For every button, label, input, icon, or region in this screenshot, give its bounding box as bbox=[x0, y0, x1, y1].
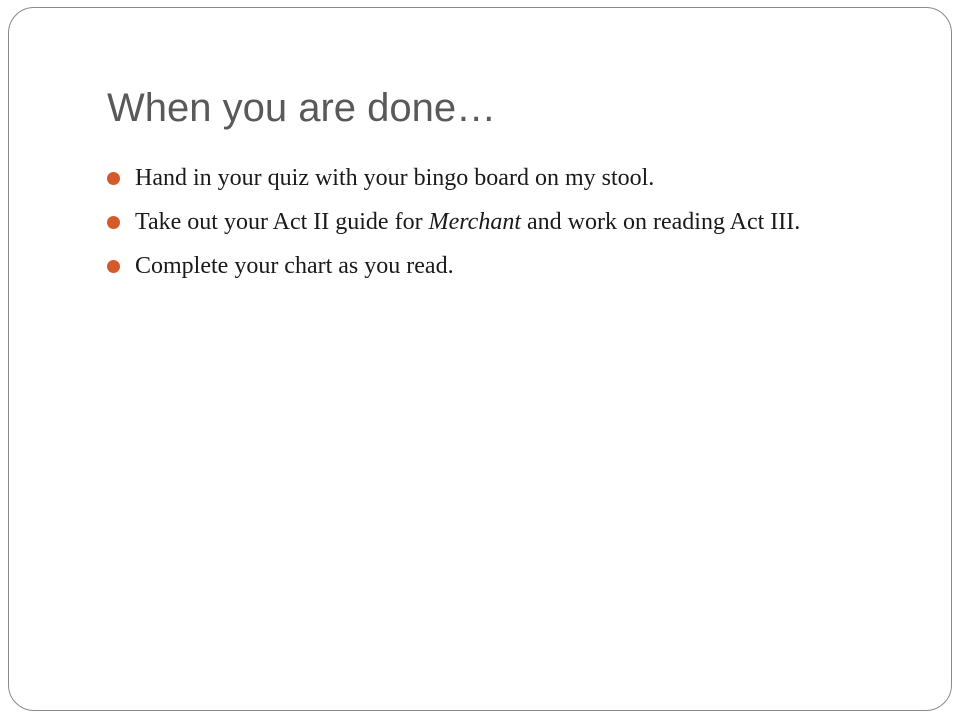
bullet-marker bbox=[107, 216, 120, 229]
bullet-text-before: Take out your Act II guide for bbox=[135, 209, 429, 235]
bullet-item bbox=[107, 162, 897, 195]
bullet-item bbox=[107, 206, 897, 239]
bullet-text-italic: Merchant bbox=[428, 209, 521, 235]
bullet-marker bbox=[107, 260, 120, 273]
bullet-marker bbox=[107, 172, 120, 185]
bullet-list bbox=[107, 162, 897, 294]
bullet-text: Complete your chart as you read. bbox=[135, 253, 454, 279]
bullet-text-after: and work on reading Act III. bbox=[521, 209, 801, 235]
slide-title: When you are done… bbox=[107, 86, 497, 130]
bullet-item bbox=[107, 250, 897, 283]
bullet-text: Hand in your quiz with your bingo board on my stool. bbox=[135, 165, 655, 191]
